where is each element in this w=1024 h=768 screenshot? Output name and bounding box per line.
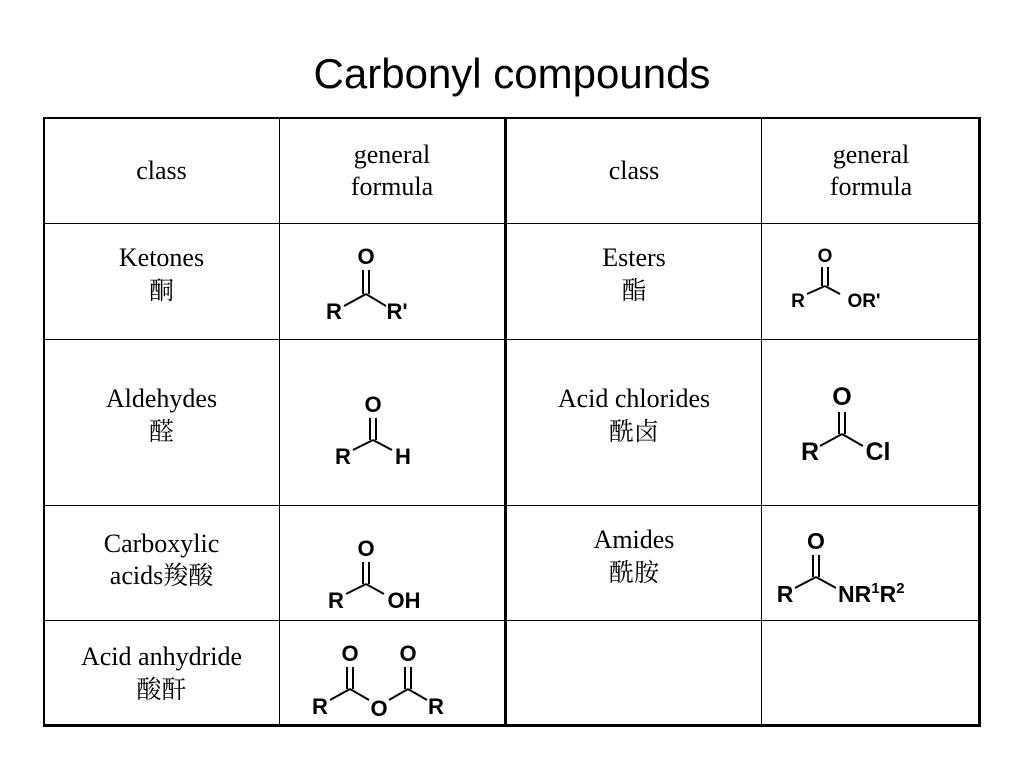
single-bond-left	[353, 440, 373, 450]
header-class-label: class	[136, 155, 187, 185]
header-formula-right	[762, 118, 981, 224]
formula-cell-acid-chlorides	[762, 340, 981, 506]
class-name-zh: 醛	[148, 417, 174, 446]
aldehyde-structure	[280, 340, 506, 504]
header-class-right	[506, 118, 762, 224]
ester-structure	[762, 224, 981, 338]
oxygen-label: O	[807, 528, 825, 554]
right-group-label: H	[395, 444, 411, 469]
class-name-zh: 酮	[148, 276, 174, 305]
class-name-zh: 羧酸	[163, 561, 214, 590]
single-bond-right	[366, 584, 384, 594]
class-cell-acid-chlorides	[506, 340, 762, 506]
class-name: Esters	[602, 243, 666, 272]
acid-anhydride-structure	[280, 621, 506, 725]
carbonyl-table	[43, 117, 981, 727]
header-row	[44, 118, 981, 224]
left-group-label: R	[326, 299, 342, 324]
carboxylic-acid-structure	[280, 506, 506, 619]
oxygen-label: O	[817, 246, 833, 267]
single-bond-right	[816, 577, 836, 588]
superscript-1: 1	[871, 580, 880, 597]
single-bond-right	[366, 294, 386, 306]
single-bond-right	[373, 440, 392, 450]
class-name-zh: 酰卤	[608, 417, 659, 446]
class-name-zh: 酯	[621, 276, 647, 305]
bridge-oxygen-label: O	[370, 696, 388, 721]
right-group-label: OH	[387, 588, 421, 613]
single-bond	[408, 689, 427, 700]
class-cell-ketones	[44, 224, 280, 340]
formula-cell-ketones	[280, 224, 506, 340]
left-group-label: R	[776, 581, 794, 607]
class-name-zh: 酸酐	[136, 675, 187, 704]
oxygen-label: O	[399, 641, 417, 666]
class-name: Aldehydes	[105, 384, 218, 413]
single-bond-right	[842, 434, 863, 446]
right-group-label: R	[428, 694, 444, 719]
superscript-2: 2	[896, 580, 905, 597]
table-row	[44, 621, 981, 727]
single-bond-left	[807, 286, 825, 294]
class-name-line2: acids	[109, 561, 164, 590]
formula-cell-esters	[762, 224, 981, 340]
oxygen-label: O	[357, 244, 375, 269]
page-title: Carbonyl compounds	[313, 50, 711, 97]
class-name: Amides	[593, 525, 675, 554]
oxygen-label: O	[832, 383, 852, 411]
amide-structure	[762, 506, 981, 619]
single-bond	[350, 689, 369, 700]
right-group-label: Cl	[865, 438, 891, 466]
oxygen-label: O	[364, 392, 382, 417]
class-name: Ketones	[118, 243, 205, 272]
single-bond	[389, 689, 408, 700]
class-name: Acid chlorides	[557, 384, 711, 413]
empty-class-cell	[506, 621, 762, 727]
oxygen-label: O	[341, 641, 359, 666]
nitrogen-group: NR	[838, 581, 872, 607]
header-formula-line1: general	[832, 139, 910, 169]
class-cell-esters	[506, 224, 762, 340]
formula-cell-acid-anhydride	[280, 621, 506, 727]
table-row	[44, 340, 981, 506]
class-name-zh: 酰胺	[608, 558, 659, 587]
class-name-line1: Carboxylic	[103, 529, 220, 558]
right-group-label	[838, 580, 905, 607]
left-group-label: R	[335, 444, 351, 469]
class-cell-carboxylic-acids	[44, 506, 280, 621]
left-group-label: R	[791, 291, 805, 312]
class-name: Acid anhydride	[80, 642, 242, 671]
formula-cell-aldehydes	[280, 340, 506, 506]
single-bond-left	[344, 294, 366, 306]
single-bond-left	[346, 584, 366, 594]
header-formula-line1: general	[353, 139, 431, 169]
header-class-label: class	[608, 155, 660, 185]
oxygen-label: O	[357, 536, 375, 561]
single-bond-left	[820, 434, 842, 446]
r2-group: R	[879, 581, 897, 607]
class-cell-aldehydes	[44, 340, 280, 506]
class-cell-amides	[506, 506, 762, 621]
table-row	[44, 506, 981, 621]
header-formula-line2: formula	[829, 171, 913, 201]
left-group-label: R	[312, 694, 328, 719]
formula-cell-carboxylic-acids	[280, 506, 506, 621]
formula-cell-amides	[762, 506, 981, 621]
left-group-label: R	[800, 438, 820, 466]
left-group-label: R	[328, 588, 344, 613]
single-bond-left	[795, 577, 816, 588]
right-group-label: R'	[386, 299, 408, 324]
empty-formula-cell	[762, 621, 981, 727]
class-cell-acid-anhydride	[44, 621, 280, 727]
header-formula-line2: formula	[350, 171, 434, 201]
ketone-structure	[280, 224, 506, 338]
single-bond	[330, 689, 350, 700]
table-row	[44, 224, 981, 340]
single-bond-right	[825, 286, 840, 294]
acid-chloride-structure	[762, 340, 981, 504]
header-formula-left	[280, 118, 506, 224]
header-class-left	[44, 118, 280, 224]
right-group-label: OR'	[847, 291, 881, 312]
